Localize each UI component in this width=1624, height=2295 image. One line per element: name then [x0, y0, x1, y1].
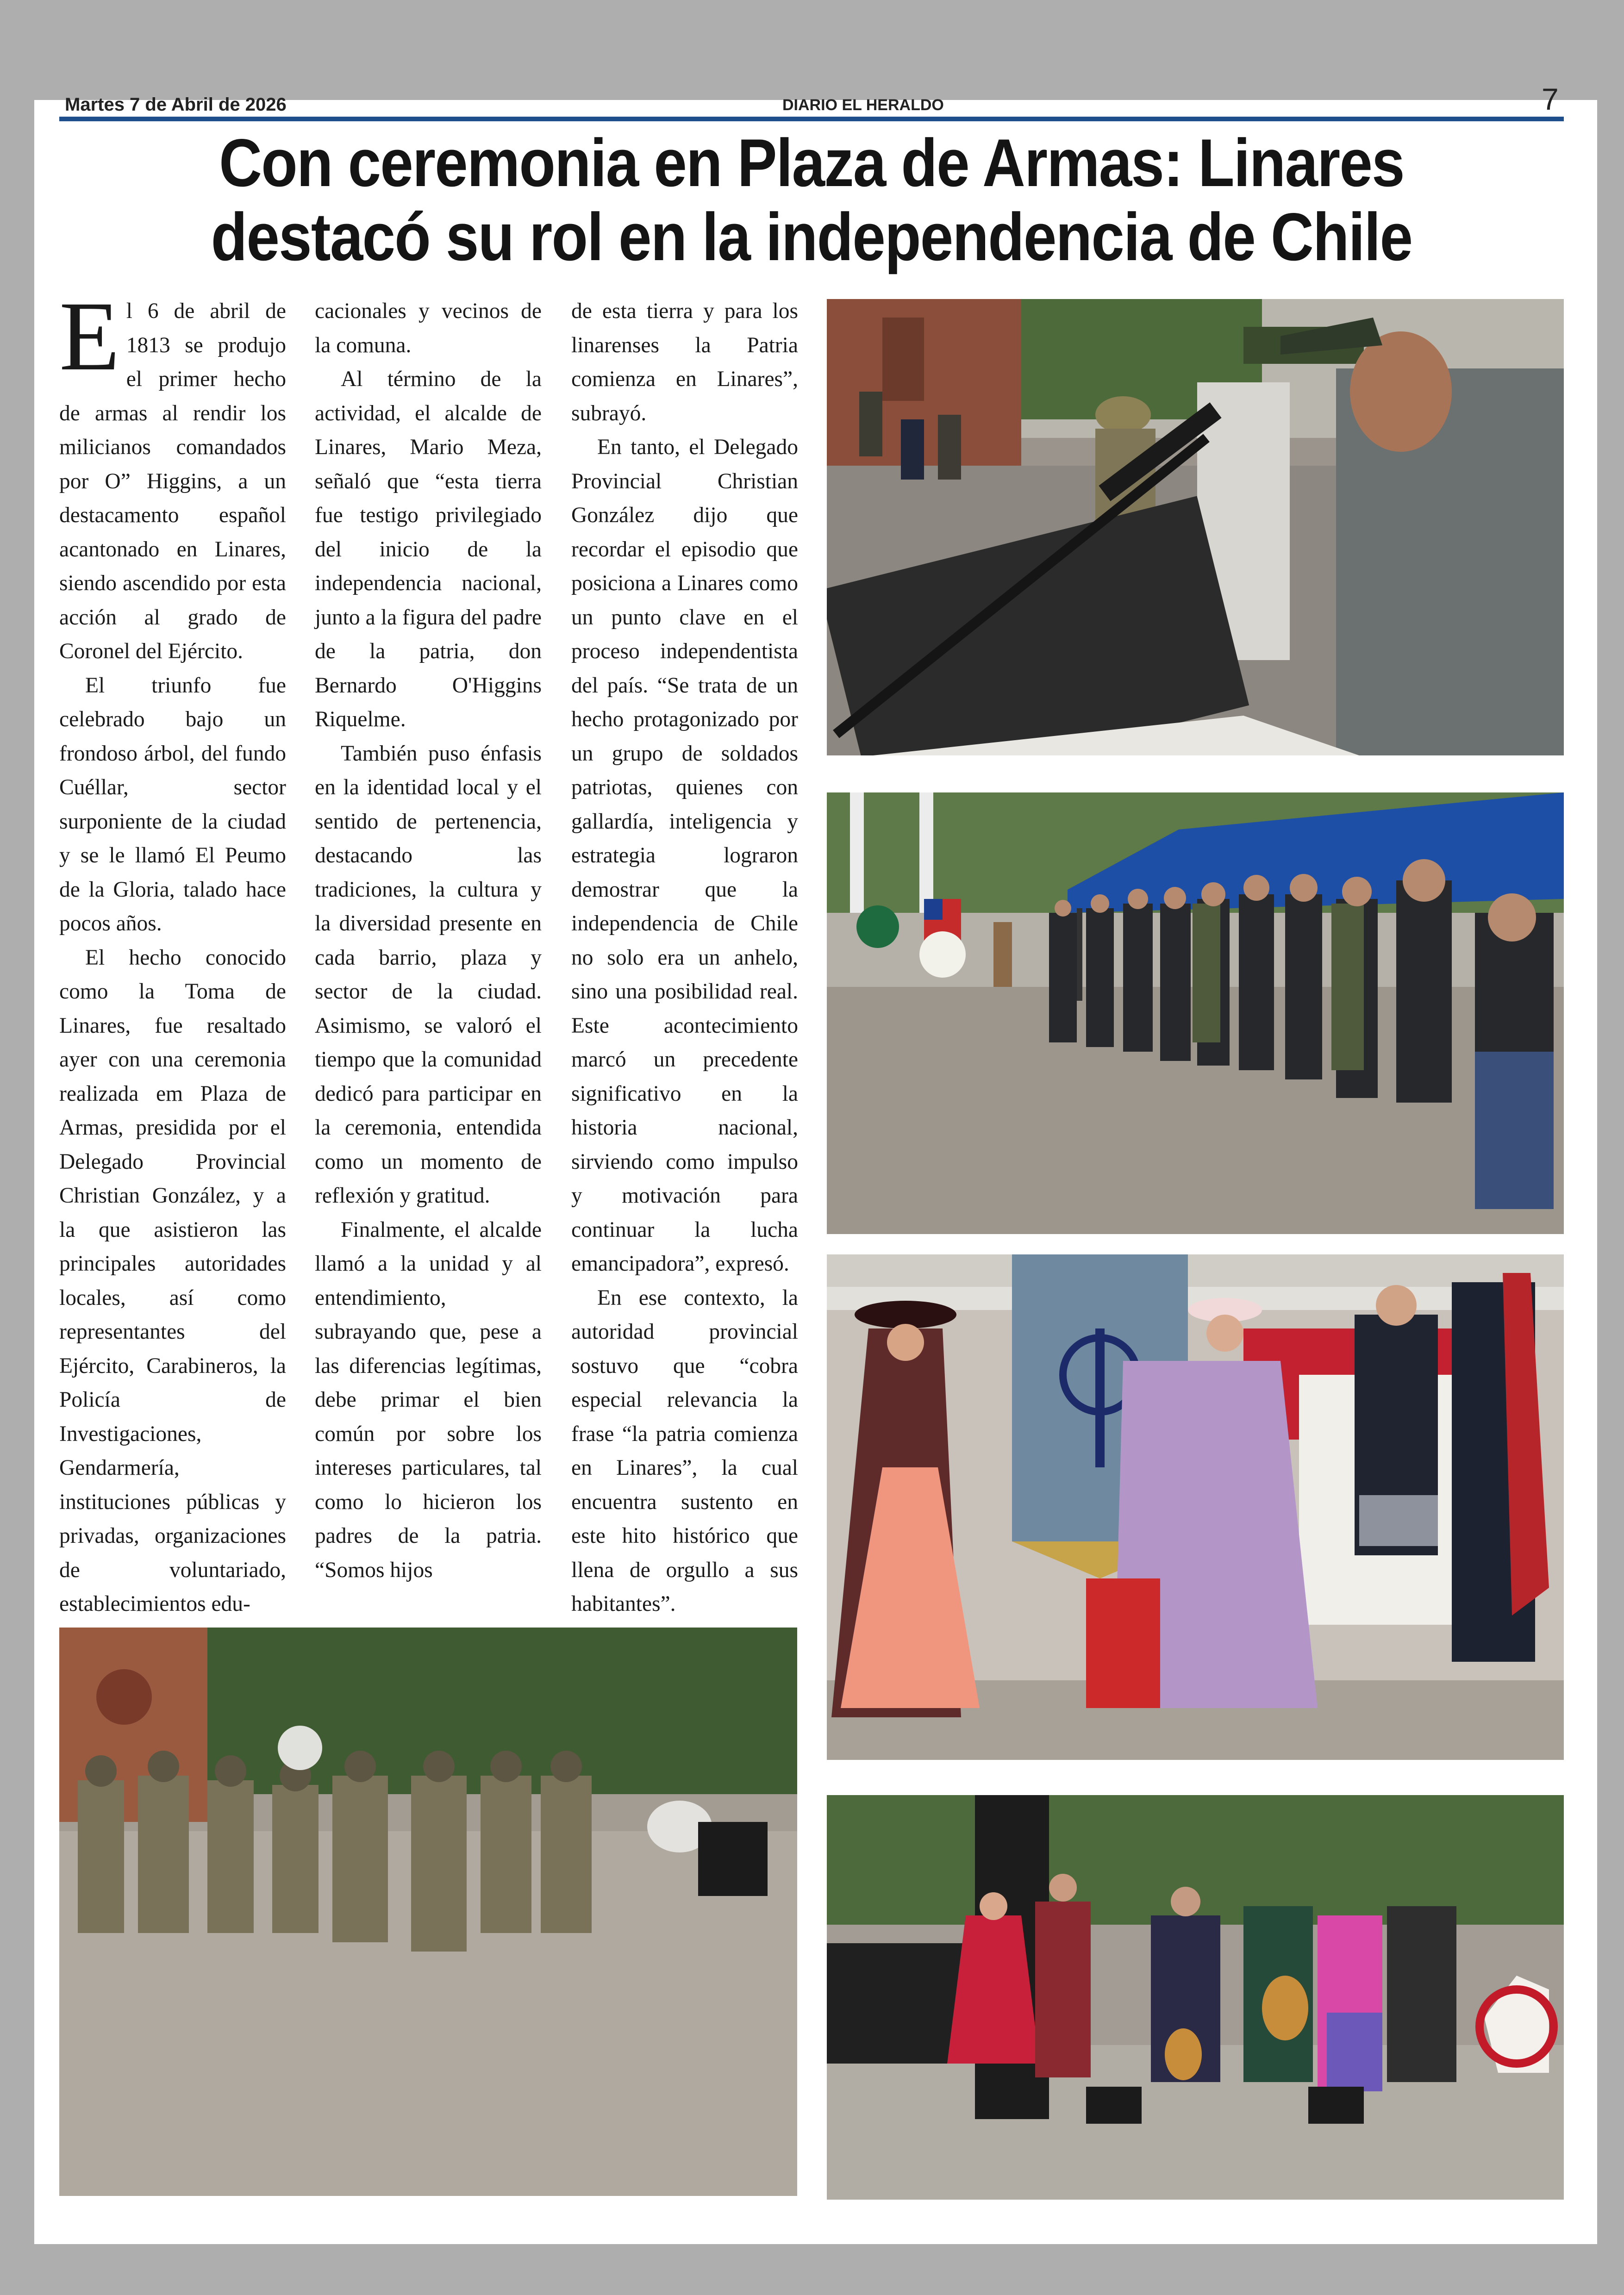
photo-authorities-line — [827, 792, 1564, 1234]
article-paragraph: Finalmente, el alcalde llamó a la unidad y al entendimiento, subrayando que, pese a las diferencias legítimas, debe primar el bien común por sobre los intereses particulares, tal como lo hicieron los padres de la patria. “Somos hijos — [315, 1217, 542, 1582]
article-paragraph: El triunfo fue celebrado bajo un frondoso árbol, del fundo Cuéllar, sector surponiente de la ciudad y se le llamó El Peumo de la Gloria, talado hace pocos años. — [59, 673, 286, 935]
headline — [150, 126, 1474, 274]
article-paragraph: El hecho conocido como la Toma de Linares, fue resaltado ayer con una ceremonia realizada em Plaza de Armas, presidida por el Delegado Provincial Christian González, y a la que asistieron las principales autoridades locales, así como representantes del Ejército, Carabineros, la Policía de Investigaciones, Gendarmería, instituciones públicas y privadas, organizaciones de voluntariado, establecimientos edu- — [59, 945, 286, 1616]
photo-costumed-students — [827, 1254, 1564, 1760]
article-paragraph: de esta tierra y para los linarenses la Patria comienza en Linares”, subrayó. — [571, 299, 798, 425]
article-paragraph: En tanto, el Delegado Provincial Christian González dijo que recordar el episodio que posiciona a Linares como un punto clave en el proceso independentista del país. “Se trata de un hecho protagonizado por un grupo de soldados patriotas, quienes con gallardía, inteligencia y estrategia lograron demostrar que la independencia de Chile no solo era un anhelo, sino una posibilidad real. Este acontecimiento marcó un precedente significativo en la historia nacional, sirviendo como impulso y motivación para continuar la lucha emancipadora”, expresó. — [571, 435, 798, 1276]
article-paragraph: cacionales y vecinos de la comuna. — [315, 299, 542, 357]
drop-cap: E — [59, 281, 120, 391]
article-paragraph: El 6 de abril de 1813 se produjo el primer hecho de armas al rendir los milicianos comandados por O” Higgins, a un destacamento español acantonado en Linares, siendo ascendido por esta acción al grado de Coronel del Ejército. — [59, 281, 286, 663]
article-column-1 — [59, 281, 286, 1621]
article-paragraph: En ese contexto, la autoridad provincial sostuvo que “cobra especial relevancia la frase “la patria comienza en Linares”, la cual encuentra sustento en este hito histórico que llena de orgullo a sus habitantes”. — [571, 1285, 798, 1616]
photo-military-band — [59, 1628, 797, 2196]
photo-folk-musicians — [827, 1795, 1564, 2200]
photo-officer-speech — [827, 299, 1564, 755]
article-paragraph: También puso énfasis en la identidad local y el sentido de pertenencia, destacando las tradiciones, la cultura y la diversidad presente en cada barrio, plaza y sector de la ciudad. Asimismo, se valoró el tiempo que la comunidad dedicó para participar en la ceremonia, entendida como un momento de reflexión y gratitud. — [315, 741, 542, 1208]
issue-date: Martes 7 de Abril de 2026 — [65, 94, 287, 115]
page-number: 7 — [1542, 82, 1559, 116]
headline-line-2: destacó su rol en la independencia de Chile — [211, 199, 1412, 274]
headline-line-1: Con ceremonia en Plaza de Armas: Linares — [219, 125, 1404, 200]
article-column-3 — [571, 294, 798, 1621]
header-rule — [59, 117, 1564, 121]
newspaper-name: DIARIO EL HERALDO — [782, 96, 944, 114]
article-column-2 — [315, 294, 542, 1587]
article-paragraph: Al término de la actividad, el alcalde de Linares, Mario Meza, señaló que “esta tierra fue testigo privilegiado del inicio de la independencia nacional, junto a la figura del padre de la patria, don Bernardo O'Higgins Riquelme. — [315, 367, 542, 731]
